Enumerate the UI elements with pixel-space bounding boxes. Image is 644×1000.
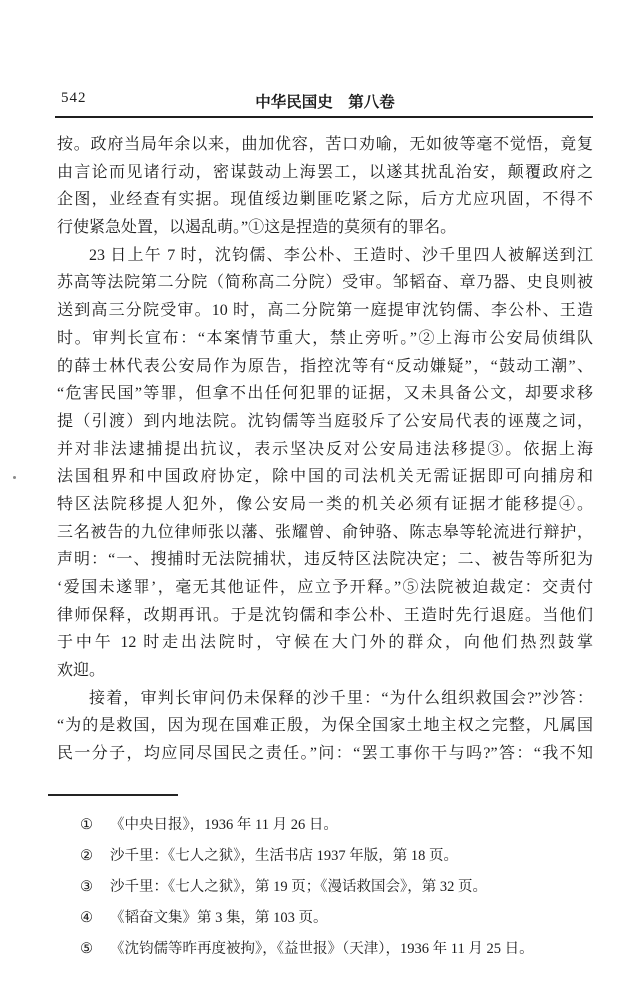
running-head [57, 88, 593, 112]
text-line: 欢迎。 [57, 662, 106, 680]
text-line: 并对非法逮捕提出抗议，表示坚决反对公安局违法移提③。依据上海 [57, 440, 593, 458]
text-line: 提（引渡）到内地法院。沈钧儒等当庭驳斥了公安局代表的诬蔑之词， [57, 412, 593, 430]
text-line: 民一分子，均应同尽国民之责任。”问：“罢工事你干与吗?”答：“我不知 [57, 745, 593, 763]
paragraph [57, 131, 593, 242]
body-text [57, 131, 593, 768]
header-rule [55, 116, 593, 118]
text-line: 法国租界和中国政府协定，除中国的司法机关无需证据即可向捕房和 [57, 468, 593, 486]
text-line: 声明：“一、搜捕时无法院捕状，违反特区法院决定；二、被告等所犯为 [57, 551, 593, 569]
book-title: 中华民国史 第八卷 [255, 94, 395, 111]
text-line: 时。审判长宣布：“本案情节重大，禁止旁听。”②上海市公安局侦缉队 [57, 329, 593, 347]
footnotes-section [48, 794, 593, 965]
text-line: 特区法院移提人犯外，像公安局一类的机关必须有证据才能移提④。 [57, 495, 593, 513]
text-line: 接着，审判长审问仍未保释的沙千里：“为什么组织救国会?”沙答： [89, 689, 593, 707]
text-line: 由言论而见诸行动，密谋鼓动上海罢工，以遂其扰乱治安，颠覆政府之 [57, 163, 593, 181]
text-line: 律师保释，改期再讯。于是沈钧儒和李公朴、王造时先行退庭。当他们 [57, 606, 593, 624]
text-line: 苏高等法院第二分院（简称高二分院）受审。邹韬奋、章乃器、史良则被 [57, 274, 593, 292]
text-line: 企图，业经查有实据。现值绥边剿匪吃紧之际，后方尤应巩固，不得不 [57, 191, 593, 209]
scan-speck-artifact [13, 476, 16, 479]
footnote-text: 《韬奋文集》第 3 集，第 103 页。 [110, 910, 328, 926]
footnote [80, 810, 593, 841]
footnote [80, 872, 593, 903]
footnote-marker: ② [80, 848, 93, 864]
footnote [80, 841, 593, 872]
footnote [80, 903, 593, 934]
paragraph [57, 242, 593, 685]
text-line: 行使紧急处置，以遏乱萌。”①这是捏造的莫须有的罪名。 [57, 219, 457, 237]
text-line: 送到高三分院受审。10 时，高二分院第一庭提审沈钧儒、李公朴、王造 [57, 302, 593, 320]
footnote [80, 934, 593, 965]
page-number: 542 [61, 90, 87, 106]
text-line: 三名被告的九位律师张以藩、张耀曾、俞钟骆、陈志皋等轮流进行辩护， [57, 523, 593, 541]
text-line: 23 日上午 7 时，沈钧儒、李公朴、王造时、沙千里四人被解送到江 [89, 246, 593, 264]
footnote-separator-rule [48, 794, 178, 796]
footnote-text: 沙千里：《七人之狱》，生活书店 1937 年版，第 18 页。 [110, 848, 458, 864]
footnote-marker: ④ [80, 910, 93, 926]
footnote-marker: ① [80, 817, 93, 833]
footnote-marker: ⑤ [80, 941, 93, 957]
text-line: 按。政府当局年余以来，曲加优容，苦口劝喻，无如彼等毫不觉悟，竟复 [57, 136, 593, 153]
text-line: 的薛士林代表公安局作为原告，指控沈等有“反动嫌疑”，“鼓动工潮”、 [57, 357, 593, 375]
footnote-text: 《中央日报》，1936 年 11 月 26 日。 [110, 817, 338, 833]
text-line: “危害民国”等罪，但拿不出任何犯罪的证据，又未具备公文，却要求移 [57, 385, 593, 403]
text-line: “为的是救国，因为现在国难正殷，为保全国家土地主权之完整，凡属国 [57, 717, 593, 735]
text-line: ‘爱国未遂罪’，毫无其他证件，应立予开释。”⑤法院被迫裁定：交责付 [57, 579, 593, 596]
footnote-marker: ③ [80, 879, 93, 895]
footnote-text: 《沈钧儒等昨再度被拘》，《益世报》（天津），1936 年 11 月 25 日。 [110, 941, 534, 957]
paragraph [57, 685, 593, 768]
footnote-text: 沙千里：《七人之狱》，第 19 页；《漫话救国会》，第 32 页。 [110, 879, 487, 895]
text-line: 于中午 12 时走出法院时，守候在大门外的群众，向他们热烈鼓掌 [57, 634, 593, 652]
